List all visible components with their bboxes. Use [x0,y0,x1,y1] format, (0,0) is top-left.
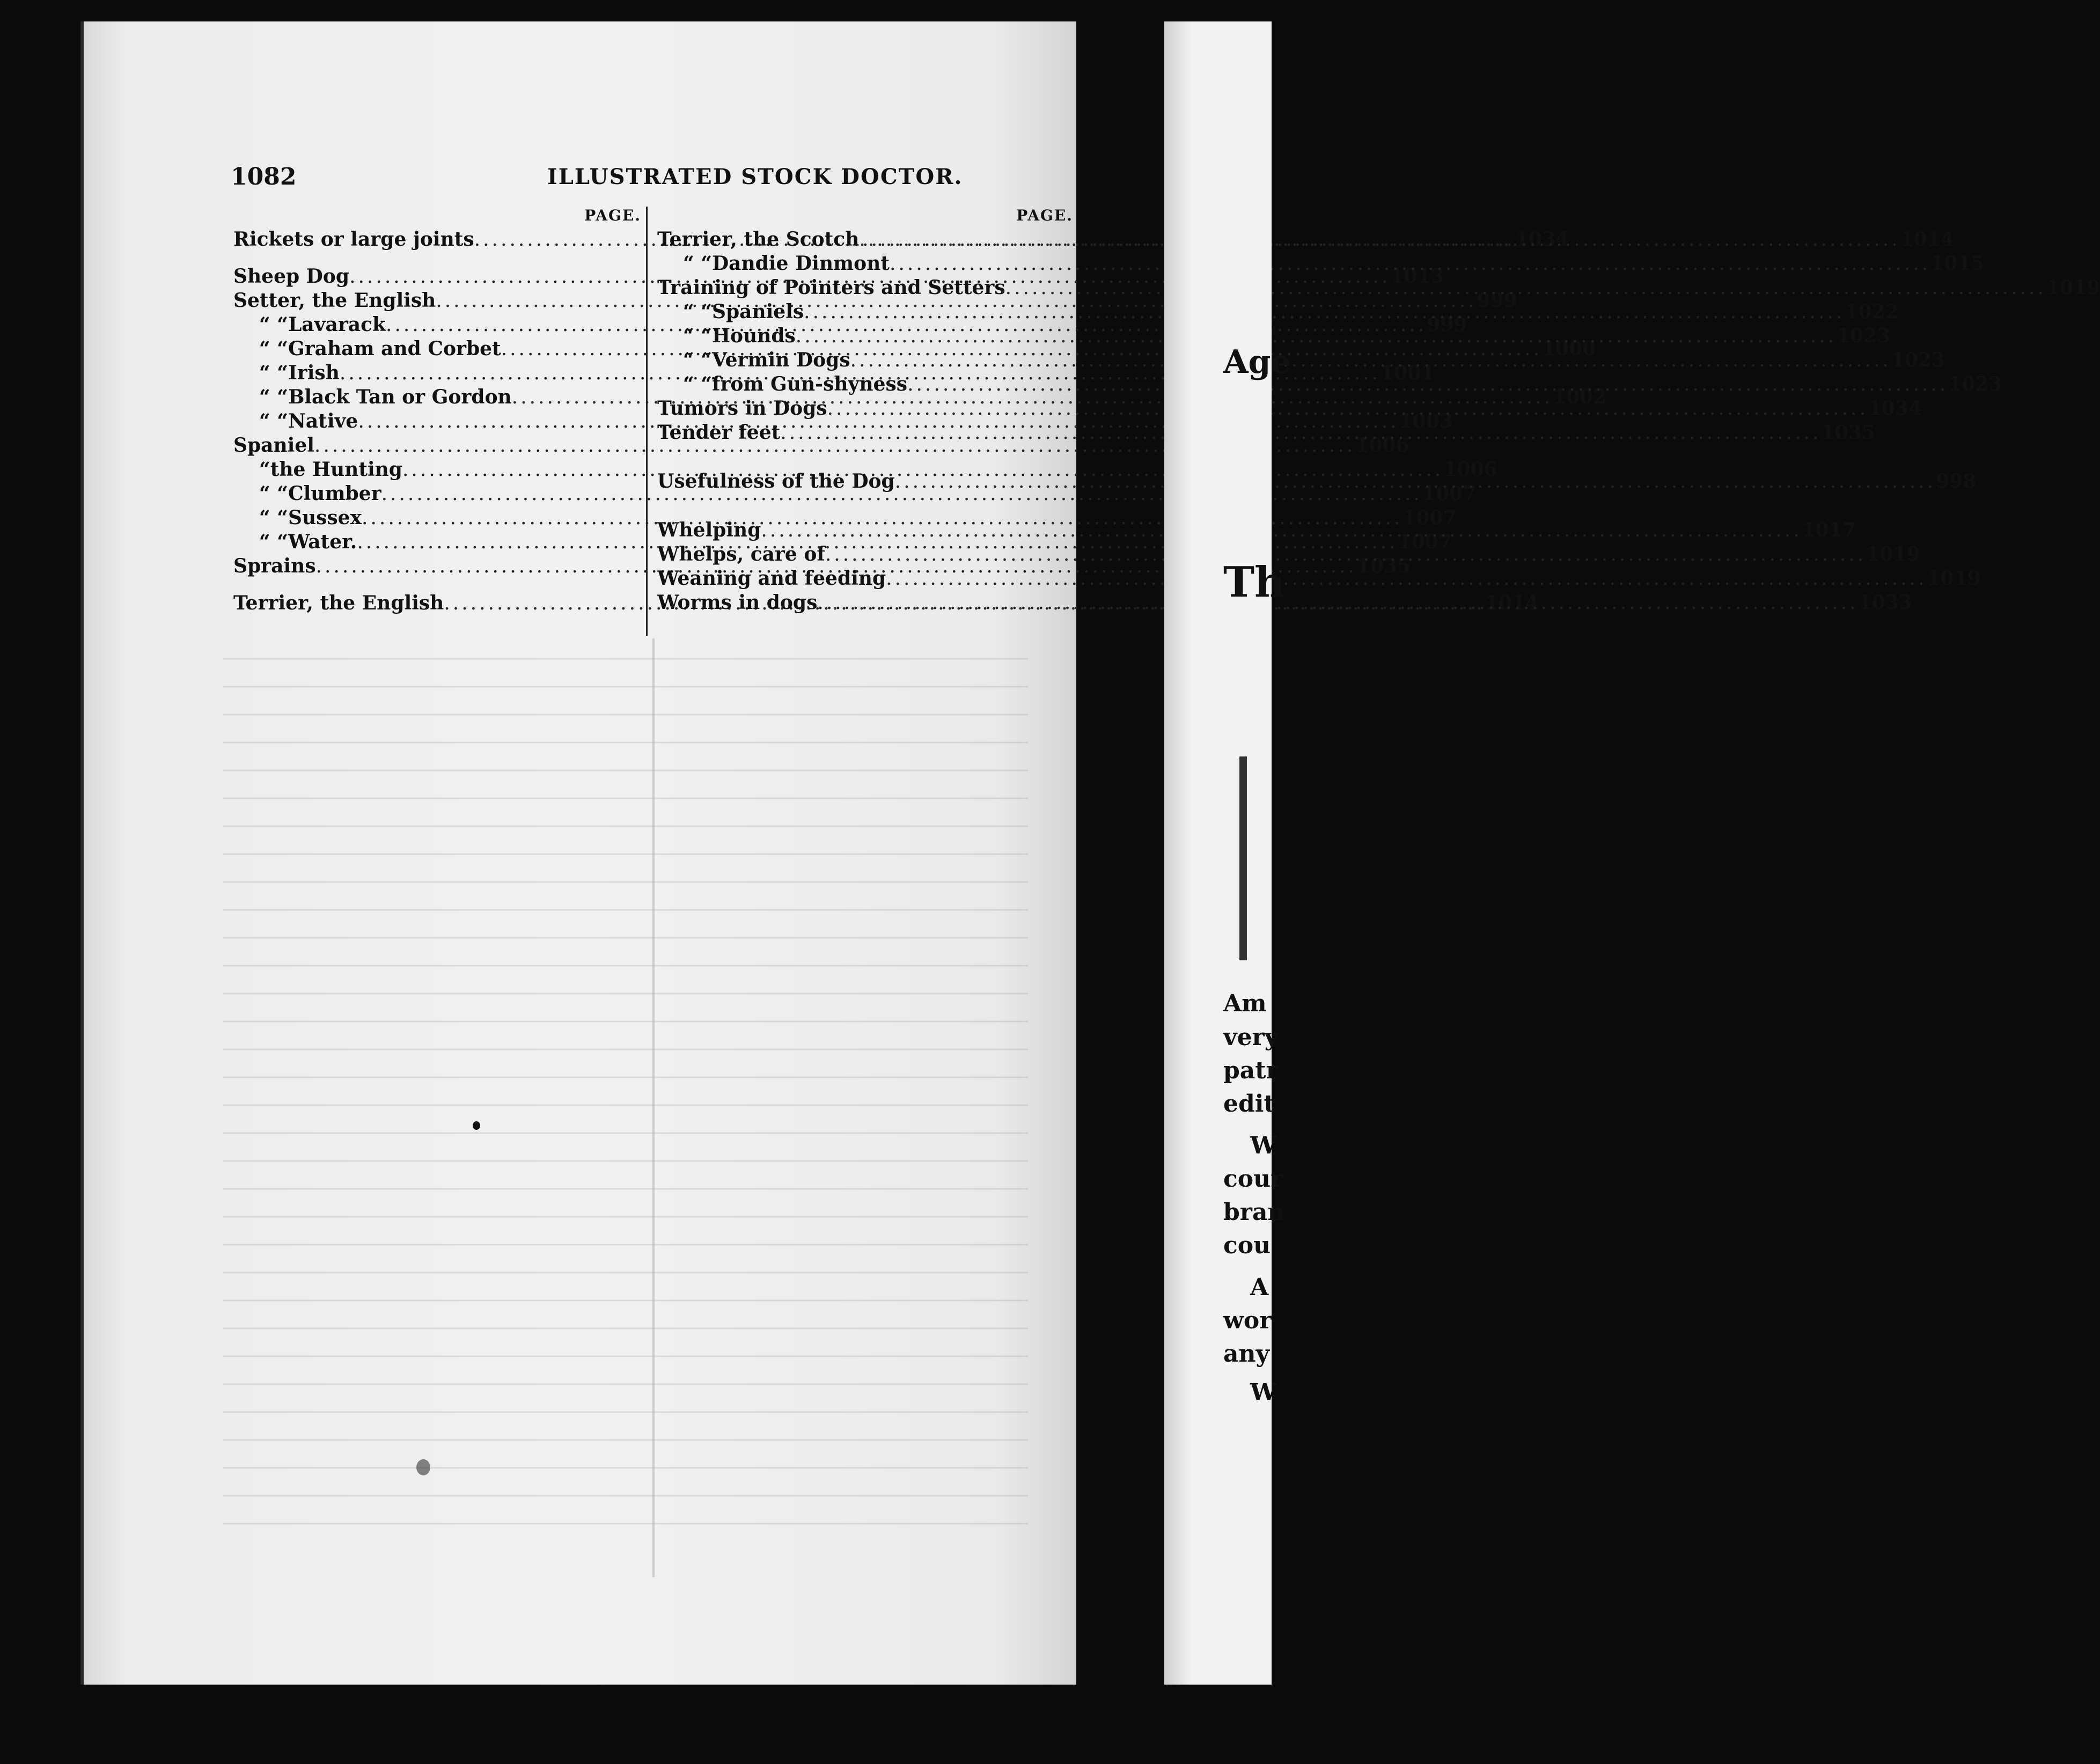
entry-term: Whelps, care of [657,543,825,565]
adjacent-fragment: A [1250,1274,1269,1301]
adjacent-fragment: any [1223,1340,1270,1368]
entry-term: Sprains [233,555,316,577]
entry-page: 1000 [1541,337,1596,360]
leader-dots [804,300,1845,324]
entry-term: Tender feet [657,421,781,444]
adjacent-fragment: Th [1223,558,1285,607]
entry-page: 1015 [1930,252,1985,275]
leader-dots [817,591,1858,615]
entry-page: 1013 [1390,265,1444,288]
ditto-marks: “ “ [259,337,288,360]
adjacent-fragment: Am [1223,990,1267,1017]
index-entry [233,433,1409,458]
entry-page: 1014 [1900,228,1954,251]
ditto-marks: “ “ [259,313,288,336]
ornamental-initial [1239,756,1311,960]
leader-dots [907,372,1948,396]
entry-page: 1033 [1858,591,1912,614]
entry-page: 998 [1936,470,1977,493]
entry-term: Black Tan or Gordon [288,386,512,408]
entry-term: Irish [288,362,340,384]
ditto-marks: “ “ [259,362,288,384]
entry-page: 1003 [1399,410,1453,432]
leader-dots [895,469,1936,494]
leader-dots [825,542,1866,567]
running-title: ILLUSTRATED STOCK DOCTOR. [547,164,963,189]
entry-term: Rickets or large joints [233,228,474,251]
entry-term: Tumors in Dogs [657,397,827,420]
leader-dots [850,348,1891,372]
ditto-marks: “ “ [259,531,288,553]
ditto-marks: “ “ [683,325,712,347]
entry-page: 1035 [1821,421,1875,444]
ditto-marks: “ “ [259,386,288,408]
index-entry [657,252,1985,276]
entry-page: 999 [1427,313,1467,336]
bleed-through-text [223,638,1028,1550]
entry-term: Terrier, the English [233,592,444,614]
entry-term: Worms in dogs [657,591,818,614]
leader-dots [890,252,1930,276]
bleed-through-rule [652,638,655,1577]
ditto-marks: “ “ [259,410,288,432]
ditto-marks: “ [259,458,270,481]
ditto-marks: “ “ [683,252,712,275]
leader-dots [780,421,1821,445]
entry-term: from Gun-shyness [711,373,908,395]
ditto-marks: “ “ [683,300,712,323]
entry-term: Lavarack [288,313,386,336]
entry-page: 1019 [1927,567,1981,590]
entry-page: 1034 [1868,397,1922,420]
adjacent-fragment: W [1250,1132,1277,1159]
entry-term: Vermin Dogs [711,349,850,371]
entry-page: 1023 [1837,325,1891,347]
entry-term: Hounds [711,325,796,347]
entry-page: 999 [1477,289,1517,312]
adjacent-fragment: wor [1223,1307,1272,1334]
ditto-marks: “ “ [683,373,712,395]
adjacent-fragment: patr [1223,1057,1279,1084]
entry-page: 1007 [1422,482,1477,505]
entry-term: Graham and Corbet [288,337,501,360]
leader-dots [859,227,1900,252]
leader-dots [1005,276,2046,300]
entry-page: 1006 [1443,458,1497,481]
entry-page: 1019 [1866,543,1920,565]
ink-speck [416,1459,430,1475]
page-column-heading: PAGE. [1016,207,1073,224]
adjacent-fragment: very [1223,1024,1279,1051]
leader-dots [796,324,1837,348]
entry-term: Terrier, the Scotch [657,228,860,251]
adjacent-fragment: cour [1223,1165,1283,1193]
ink-speck [473,1121,480,1130]
entry-page: 1007 [1398,531,1452,553]
entry-term: Setter, the English [233,289,436,312]
adjacent-fragment: Age [1223,343,1291,381]
entry-term: Dandie Dinmont [711,252,890,275]
entry-term: Weaning and feeding [657,567,886,590]
ditto-marks: “ “ [259,482,288,505]
entry-term: Clumber [288,482,381,505]
ditto-marks: “ “ [259,506,288,529]
entry-page: 1035 [1356,555,1411,577]
entry-page: 1007 [1403,506,1457,529]
entry-term: Sheep Dog [233,265,350,288]
entry-term: the Hunting [270,458,402,481]
page-number: 1082 [231,163,297,190]
entry-page: 1023 [1948,373,2002,395]
entry-term: Native [288,410,358,432]
entry-page: 1019 [2046,276,2100,299]
entry-term: Whelping [657,519,761,541]
index-entry [657,567,1981,591]
ditto-marks: “ “ [683,349,712,371]
adjacent-fragment: edit [1223,1090,1275,1118]
entry-page: 1022 [1845,300,1899,323]
entry-page: 1017 [1802,519,1856,541]
adjacent-fragment: cou [1223,1232,1271,1259]
entry-page: 1023 [1891,349,1945,371]
leader-dots [827,396,1868,421]
entry-term: Sussex [288,506,362,529]
entry-page: 1002 [1553,386,1607,408]
entry-page: 1014 [1485,592,1539,614]
entry-term: Spaniel [233,434,314,457]
page-column-heading: PAGE. [584,207,641,224]
entry-term: Water. [288,531,357,553]
entry-term: Usefulness of the Dog [657,470,895,493]
leader-dots [886,567,1927,591]
adjacent-fragment: W [1250,1379,1277,1406]
leader-dots [761,518,1802,542]
entry-page: 1001 [1381,362,1435,384]
index-entry [233,482,1477,506]
adjacent-fragment: bran [1223,1199,1285,1226]
entry-term: Spaniels [711,300,804,323]
page-header [150,149,1073,190]
entry-page: 1034 [1515,228,1569,251]
entry-page: 1006 [1355,434,1409,457]
adjacent-page [1164,21,1291,1685]
entry-term: Training of Pointers and Setters [657,276,1005,299]
